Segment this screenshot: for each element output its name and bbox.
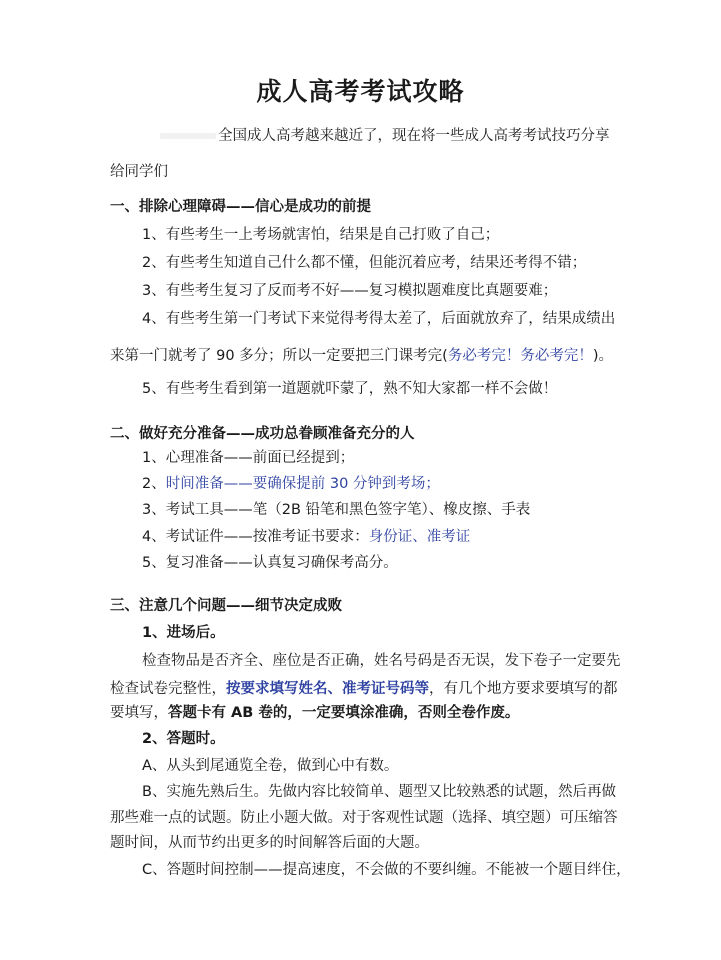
p1-line-2-a: 检查试卷完整性， — [110, 681, 226, 697]
section-1-item-5: 5、有些考生看到第一道题就吓蒙了，熟不知大家都一样不会做！ — [142, 381, 558, 397]
section-3-sub-1: 1、进场后。 — [142, 625, 225, 641]
p1-line-3-bold: 答题卡有 AB 卷的，一定要填涂准确，否则全卷作废。 — [168, 705, 520, 721]
section-3-p1-line-3 — [110, 703, 519, 723]
section-1-heading: 一、排除心理障碍——信心是成功的前提 — [110, 199, 371, 215]
section-2-item-4 — [142, 527, 470, 547]
section-3-p1-line-1: 检查物品是否齐全、座位是否正确，姓名号码是否无误，发下卷子一定要先 — [142, 653, 621, 669]
section-3-p1-line-2 — [110, 679, 618, 699]
item-2-number: 2、 — [142, 476, 166, 492]
section-1-item-4-continued — [110, 346, 613, 366]
section-1-item-1: 1、有些考生一上考场就害怕，结果是自己打败了自己； — [142, 227, 500, 243]
item-4-label: 4、考试证件——按准考证书要求： — [142, 529, 369, 545]
p1-line-2-c: ，有几个地方要求要填写的都 — [429, 681, 618, 697]
section-3-sub-2: 2、答题时。 — [142, 731, 225, 747]
section-2-item-1: 1、心理准备——前面已经提到； — [142, 450, 355, 466]
p1-line-2-highlight: 按要求填写姓名、准考证号码等 — [226, 681, 429, 697]
section-1-item-3: 3、有些考生复习了反而考不好——复习模拟题难度比真题要难； — [142, 283, 558, 299]
section-3-item-c-line-1: C、答题时间控制——提高速度，不会做的不要纠缠。不能被一个题目绊住， — [142, 862, 631, 878]
item-2-text: 时间准备——要确保提前 30 分钟到考场； — [165, 476, 440, 492]
section-2-item-3: 3、考试工具——笔（2B 铅笔和黑色签字笔）、橡皮擦、手表 — [142, 502, 531, 518]
p1-line-3-a: 要填写， — [110, 705, 168, 721]
redacted-mark — [160, 133, 216, 139]
section-2-item-2 — [142, 474, 440, 494]
item-4-documents: 身份证、准考证 — [368, 529, 471, 545]
page-title: 成人高考考试攻略 — [256, 77, 465, 106]
section-3-item-b-line-1: B、实施先熟后生。先做内容比较简单、题型又比较熟悉的试题，然后再做 — [142, 784, 616, 800]
section-2-item-5: 5、复习准备——认真复习确保考高分。 — [142, 555, 398, 571]
section-1-item-4: 4、有些考生第一门考试下来觉得考得太差了，后面就放弃了，结果成绩出 — [142, 311, 616, 327]
intro-line-1: 全国成人高考越来越近了，现在将一些成人高考考试技巧分享 — [218, 128, 610, 144]
section-3-item-a: A、从头到尾通览全卷，做到心中有数。 — [142, 758, 399, 774]
section-1-item-2: 2、有些考生知道自己什么都不懂，但能沉着应考，结果还考得不错； — [142, 255, 587, 271]
section-3-heading: 三、注意几个问题——细节决定成败 — [110, 598, 342, 614]
item-4-cont-highlight: 务必考完！务必考完！ — [447, 348, 593, 364]
section-3-item-b-line-2: 那些难一点的试题。防止小题大做。对于客观性试题（选择、填空题）可压缩答 — [110, 810, 618, 826]
section-3-item-b-line-3: 题时间，从而节约出更多的时间解答后面的大题。 — [110, 835, 429, 851]
intro-line-2: 给同学们 — [110, 164, 168, 180]
section-2-heading: 二、做好充分准备——成功总眷顾准备充分的人 — [110, 426, 415, 442]
item-4-cont-a: 来第一门就考了 90 多分；所以一定要把三门课考完( — [110, 348, 448, 364]
item-4-cont-c: )。 — [592, 348, 613, 364]
